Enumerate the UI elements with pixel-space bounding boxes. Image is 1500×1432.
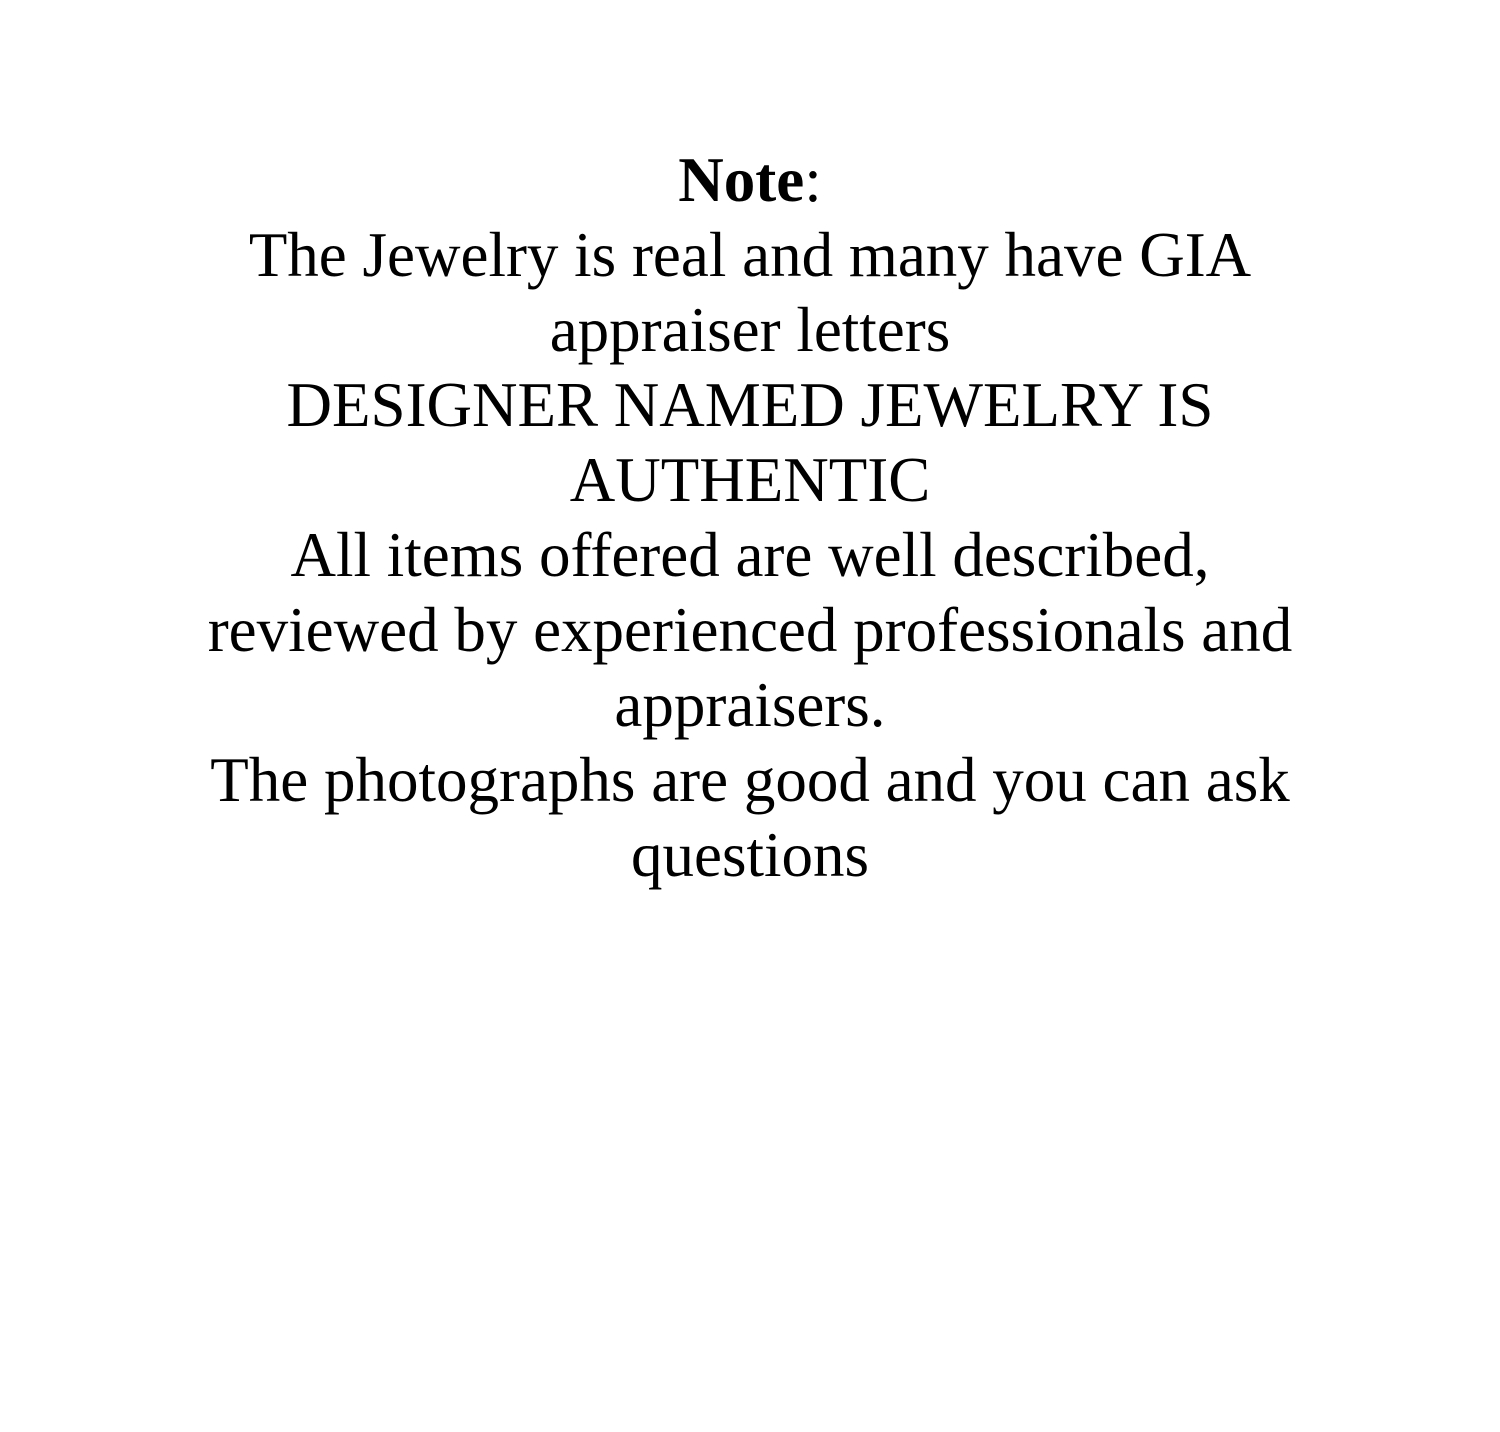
note-line: The Jewelry is real and many have GIA (248, 220, 1252, 290)
note-line: DESIGNER NAMED JEWELRY IS (286, 370, 1214, 440)
note-body (0, 218, 1500, 893)
note-line: questions (630, 820, 869, 890)
note-line: appraiser letters (549, 295, 951, 365)
note-line: All items offered are well described, (290, 520, 1210, 590)
note-line: AUTHENTIC (569, 445, 931, 515)
note-line: reviewed by experienced professionals and (207, 595, 1293, 665)
note-line: The photographs are good and you can ask (210, 745, 1290, 815)
note-heading-colon: : (804, 145, 822, 215)
note-heading (0, 143, 1500, 218)
note-line: appraisers. (614, 670, 886, 740)
note-heading-word: Note (678, 145, 805, 215)
